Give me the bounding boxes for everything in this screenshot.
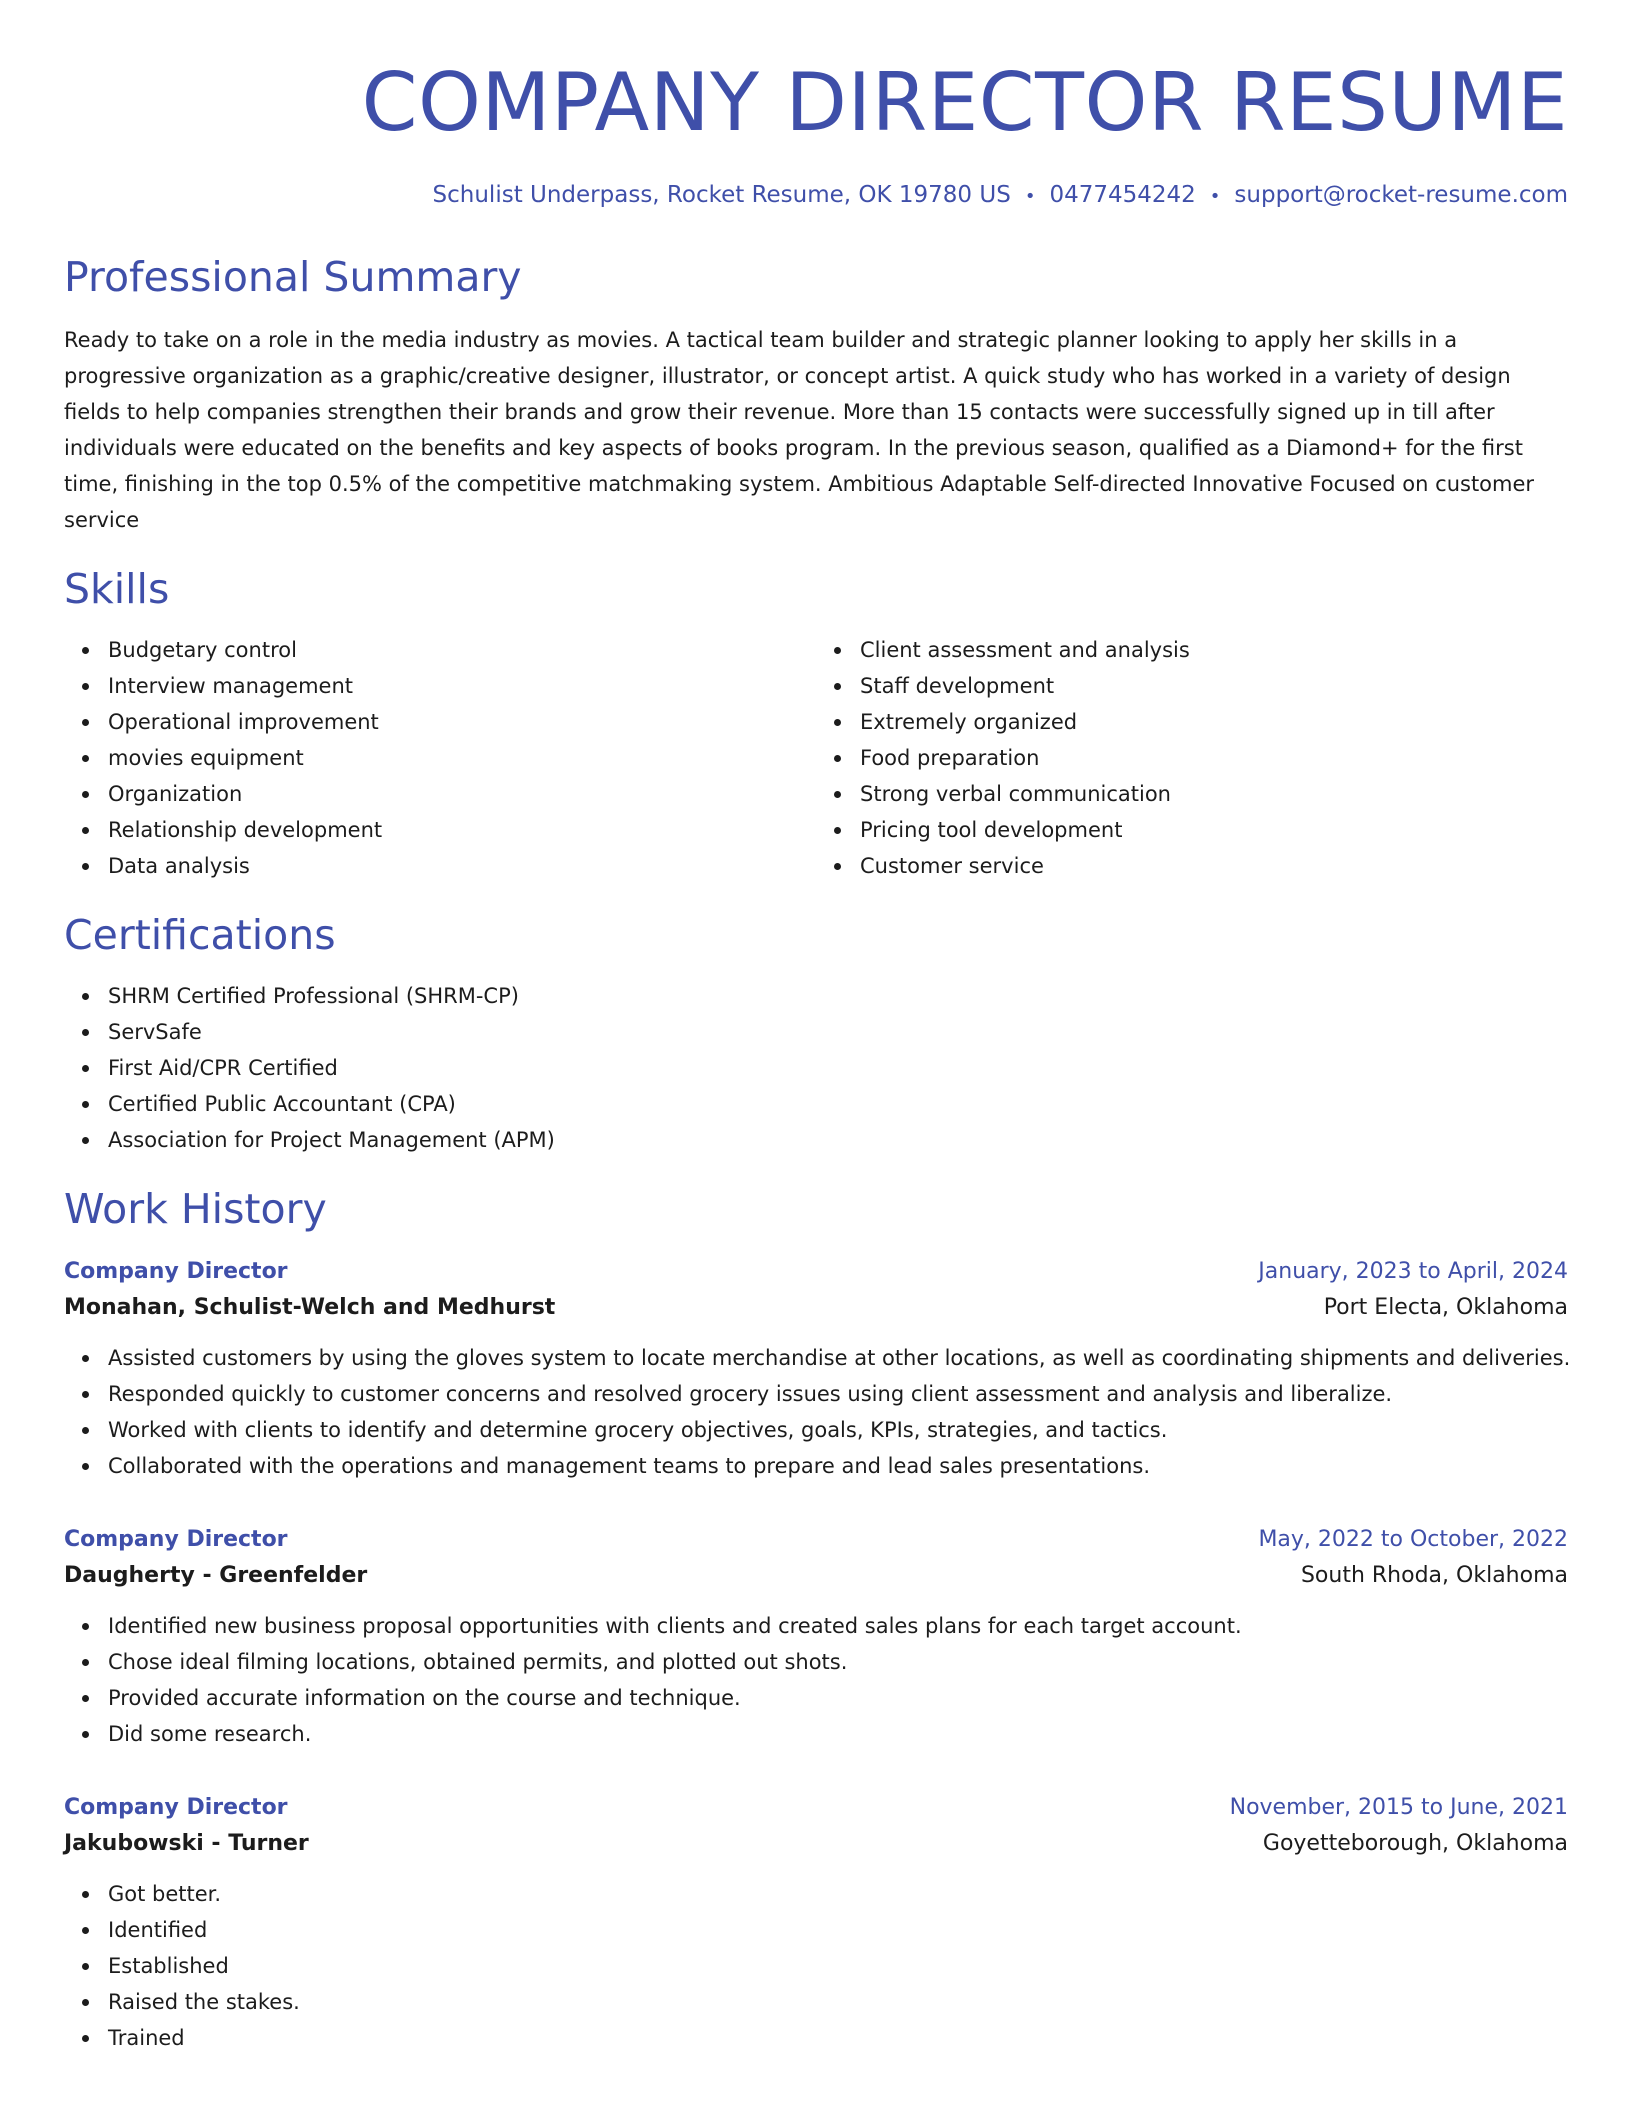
skill-item: Relationship development xyxy=(108,812,816,848)
resume-page xyxy=(64,0,1571,2056)
job-title-row xyxy=(64,1254,1568,1290)
job-company-row xyxy=(64,1290,1568,1326)
job-bullet: Identified xyxy=(108,1912,1568,1948)
skill-item: Strong verbal communication xyxy=(860,776,1568,812)
skill-item: Staff development xyxy=(860,668,1568,704)
certification-item: ServSafe xyxy=(108,1014,1568,1050)
skill-item: Food preparation xyxy=(860,740,1568,776)
job-title: Company Director xyxy=(64,1259,288,1284)
certifications-heading: Certifications xyxy=(64,911,336,959)
certification-item: SHRM Certified Professional (SHRM-CP) xyxy=(108,978,1568,1014)
certifications-list xyxy=(64,978,1568,1158)
certifications-section xyxy=(64,910,1568,1158)
resume-title: COMPANY DIRECTOR RESUME xyxy=(361,56,1568,149)
skill-item: Extremely organized xyxy=(860,704,1568,740)
skill-item: Interview management xyxy=(108,668,816,704)
skills-grid xyxy=(64,632,1568,884)
contact-address: Schulist Underpass, Rocket Resume, OK 19780 US xyxy=(432,182,1011,208)
job-bullet: Did some research. xyxy=(108,1716,1568,1752)
job-location: Goyetteborough, Oklahoma xyxy=(1262,1831,1568,1856)
summary-heading: Professional Summary xyxy=(64,253,522,301)
skill-item: Budgetary control xyxy=(108,632,816,668)
contact-phone: 0477454242 xyxy=(1049,182,1196,208)
job-location: Port Electa, Oklahoma xyxy=(1323,1295,1568,1320)
job-dates: May, 2022 to October, 2022 xyxy=(1258,1527,1568,1552)
job-company: Jakubowski - Turner xyxy=(64,1831,309,1856)
job-bullet: Identified new business proposal opportunities with clients and created sales plans for each target account. xyxy=(108,1608,1568,1644)
job-bullets xyxy=(64,1340,1571,1484)
job-bullet: Responded quickly to customer concerns and resolved grocery issues using client assessment and analysis and liberalize. xyxy=(108,1376,1568,1412)
job-company: Monahan, Schulist-Welch and Medhurst xyxy=(64,1295,556,1320)
skills-left-column xyxy=(64,632,816,884)
job-company-row xyxy=(64,1558,1568,1594)
job-bullet: Assisted customers by using the gloves system to locate merchandise at other locations, as well as coordinating shipments and deliveries. xyxy=(108,1340,1568,1376)
job-bullet: Established xyxy=(108,1948,1568,1984)
work-history-section xyxy=(64,1184,1571,2056)
certification-item: First Aid/CPR Certified xyxy=(108,1050,1568,1086)
skills-right-column xyxy=(816,632,1568,884)
job-title-row xyxy=(64,1790,1568,1826)
job-bullet: Worked with clients to identify and determine grocery objectives, goals, KPIs, strategies, and tactics. xyxy=(108,1412,1568,1448)
skill-item: Data analysis xyxy=(108,848,816,884)
job-bullet: Chose ideal filming locations, obtained permits, and plotted out shots. xyxy=(108,1644,1568,1680)
job-bullet: Got better. xyxy=(108,1876,1568,1912)
job-bullet: Provided accurate information on the course and technique. xyxy=(108,1680,1568,1716)
job-company: Daugherty - Greenfelder xyxy=(64,1563,368,1588)
job-company-row xyxy=(64,1826,1568,1862)
summary-text: Ready to take on a role in the media industry as movies. A tactical team builder and strategic planner looking to apply her skills in a progressive organization as a graphic/creative designer, illustrator, or concept artist. A quick study who has worked in a variety of design fields to help companies strengthen their brands and grow their revenue. More than 15 contacts were successfully signed up in till after individuals were educated on the benefits and key aspects of books program. In the previous season, qualified as a Diamond+ for the first time, finishing in the top 0.5% of the competitive matchmaking system. Ambitious Adaptable Self-directed Innovative Focused on customer service xyxy=(64,328,1535,532)
contact-line xyxy=(64,180,1568,212)
work-history-heading: Work History xyxy=(64,1185,327,1233)
job-location: South Rhoda, Oklahoma xyxy=(1300,1563,1568,1588)
skill-item: Client assessment and analysis xyxy=(860,632,1568,668)
job-title: Company Director xyxy=(64,1527,288,1552)
summary-section xyxy=(64,252,1568,538)
skill-item: Customer service xyxy=(860,848,1568,884)
resume-header xyxy=(64,0,1568,212)
job-entry xyxy=(64,1790,1568,2056)
job-bullets xyxy=(64,1876,1568,2056)
job-bullet: Raised the stakes. xyxy=(108,1984,1568,2020)
skills-section xyxy=(64,564,1568,884)
job-dates: November, 2015 to June, 2021 xyxy=(1229,1795,1568,1820)
job-entry xyxy=(64,1522,1568,1752)
job-bullet: Collaborated with the operations and management teams to prepare and lead sales presentations. xyxy=(108,1448,1568,1484)
job-bullet: Trained xyxy=(108,2020,1568,2056)
skill-item: Operational improvement xyxy=(108,704,816,740)
job-bullets xyxy=(64,1608,1568,1752)
job-title: Company Director xyxy=(64,1795,288,1820)
contact-separator: • xyxy=(1209,186,1221,207)
job-dates: January, 2023 to April, 2024 xyxy=(1258,1259,1568,1284)
skill-item: movies equipment xyxy=(108,740,816,776)
skills-heading: Skills xyxy=(64,565,170,613)
skill-item: Organization xyxy=(108,776,816,812)
skill-item: Pricing tool development xyxy=(860,812,1568,848)
certification-item: Association for Project Management (APM) xyxy=(108,1122,1568,1158)
contact-separator: • xyxy=(1024,186,1036,207)
job-entry xyxy=(64,1254,1571,1484)
contact-email: support@rocket-resume.com xyxy=(1234,182,1568,208)
job-title-row xyxy=(64,1522,1568,1558)
certification-item: Certified Public Accountant (CPA) xyxy=(108,1086,1568,1122)
